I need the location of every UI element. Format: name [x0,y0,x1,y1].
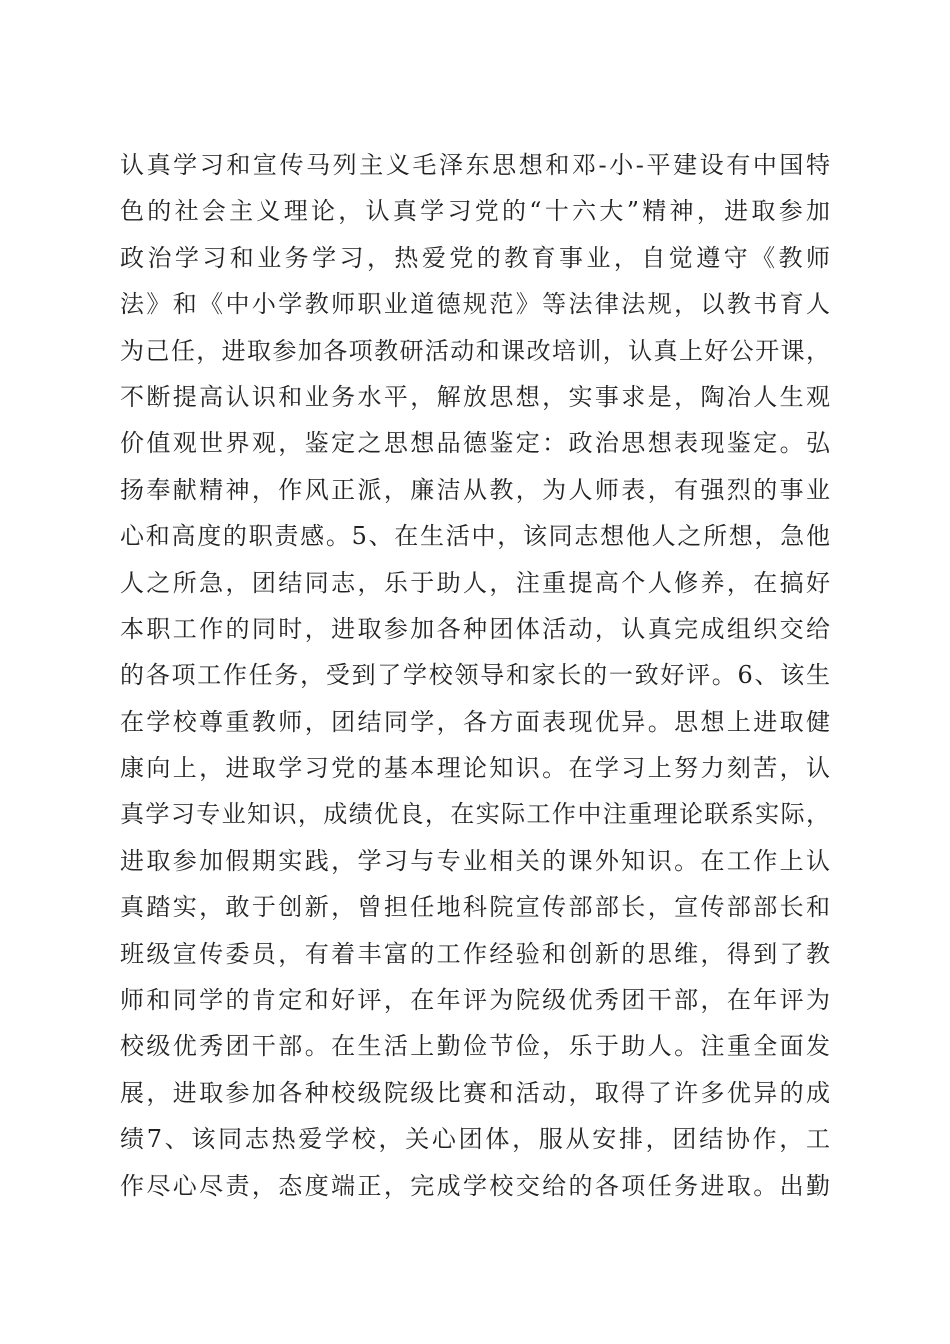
text-line: 政治学习和业务学习，热爱党的教育事业，自觉遵守《教师 [120,243,830,272]
text-line: 扬奉献精神，作风正派，廉洁从教，为人师表，有强烈的事业 [120,475,830,504]
text-line: 在学校尊重教师，团结同学，各方面表现优异。思想上进取健 [120,707,830,736]
text-line: 校级优秀团干部。在生活上勤俭节俭，乐于助人。注重全面发 [120,1032,830,1061]
text-line: 进取参加假期实践，学习与专业相关的课外知识。在工作上认 [120,846,830,875]
text-line: 作尽心尽责，态度端正，完成学校交给的各项任务进取。出勤 [120,1171,830,1200]
text-line: 法》和《中小学教师职业道德规范》等法律法规，以教书育人 [120,290,830,319]
text-line: 的各项工作任务，受到了学校领导和家长的一致好评。6、该生 [120,661,830,690]
text-line: 为己任，进取参加各项教研活动和课改培训，认真上好公开课， [120,336,830,365]
text-line: 康向上，进取学习党的基本理论知识。在学习上努力刻苦，认 [120,754,830,783]
text-line: 不断提高认识和业务水平，解放思想，实事求是，陶冶人生观 [120,382,830,411]
text-line: 师和同学的肯定和好评，在年评为院级优秀团干部，在年评为 [120,986,830,1015]
text-line: 色的社会主义理论，认真学习党的“十六大”精神，进取参加 [120,197,830,226]
text-line: 人之所急，团结同志，乐于助人，注重提高个人修养，在搞好 [120,568,830,597]
text-line: 绩7、该同志热爱学校，关心团体，服从安排，团结协作，工 [120,1125,830,1154]
text-line: 展，进取参加各种校级院级比赛和活动，取得了许多优异的成 [120,1078,830,1107]
text-line: 价值观世界观，鉴定之思想品德鉴定：政治思想表现鉴定。弘 [120,429,830,458]
text-line: 心和高度的职责感。5、在生活中，该同志想他人之所想，急他 [120,522,830,551]
text-line: 真学习专业知识，成绩优良，在实际工作中注重理论联系实际， [120,800,830,829]
text-line: 真踏实，敢于创新，曾担任地科院宣传部部长，宣传部部长和 [120,893,830,922]
text-line: 认真学习和宣传马列主义毛泽东思想和邓-小-平建设有中国特 [120,151,830,179]
text-line: 班级宣传委员，有着丰富的工作经验和创新的思维，得到了教 [120,939,830,968]
body-paragraph [120,142,830,1209]
text-line: 本职工作的同时，进取参加各种团体活动，认真完成组织交给 [120,614,830,643]
